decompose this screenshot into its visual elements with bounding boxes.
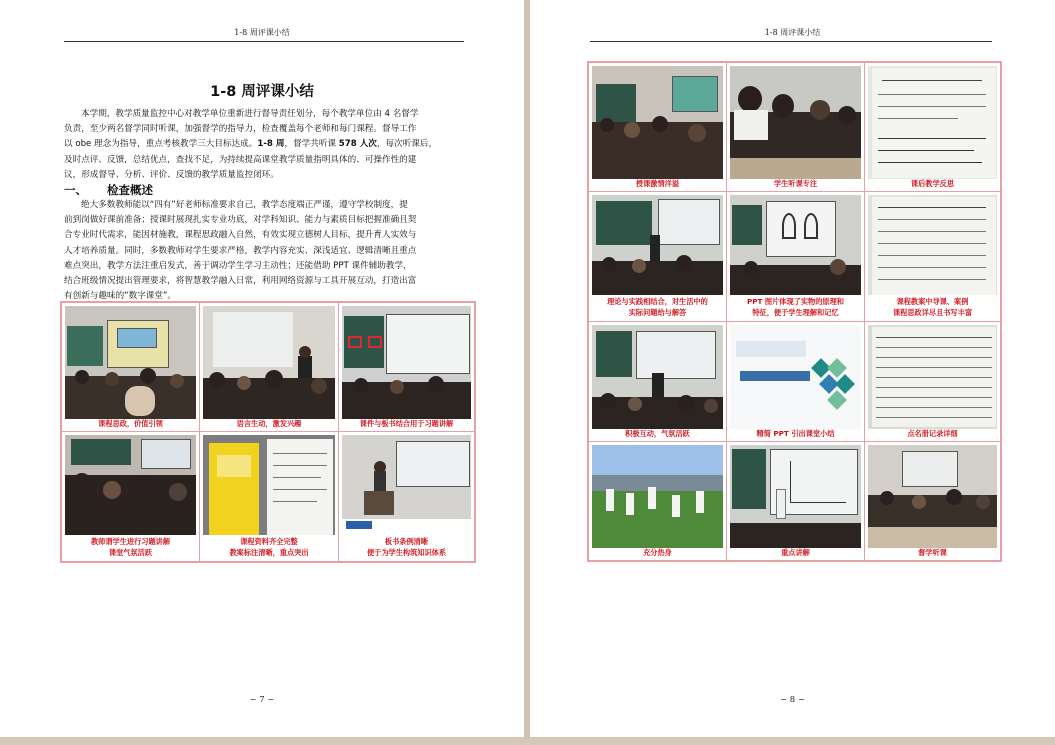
photo-caption: 课程教案中导课、案例 课程思政详尽且书写丰富 — [892, 297, 973, 317]
header-rule — [590, 41, 992, 42]
photo-caption: 学生听课专注 — [773, 179, 818, 188]
document-photo — [868, 325, 997, 429]
photo-cell — [588, 191, 727, 322]
classroom-photo — [730, 195, 861, 295]
classroom-photo — [342, 306, 471, 419]
photo-caption: 语言生动，激发兴趣 — [236, 419, 302, 428]
photo-cell — [726, 191, 865, 322]
classroom-photo — [65, 306, 196, 419]
page-number: ~ 8 ~ — [779, 695, 806, 705]
photo-cell — [338, 302, 475, 432]
photo-cell — [199, 302, 339, 432]
photo-cell — [61, 302, 200, 432]
classroom-photo — [203, 306, 335, 419]
desk-edge — [0, 737, 1055, 745]
document-photo — [868, 66, 997, 179]
classroom-photo — [592, 195, 723, 295]
section-heading: 一、 检查概述 — [64, 183, 153, 197]
photo-caption: 板书条例清晰 便于为学生构筑知识体系 — [366, 537, 447, 557]
classroom-photo — [730, 445, 861, 548]
photo-cell — [864, 191, 1001, 322]
photo-grid-left — [60, 301, 476, 563]
photo-cell — [588, 321, 727, 442]
photo-cell — [726, 321, 865, 442]
photo-caption: 课件与板书结合用于习题讲解 — [359, 419, 454, 428]
photo-caption: 精简 PPT 引出课堂小结 — [756, 429, 835, 438]
classroom-photo — [592, 66, 723, 179]
photo-cell — [338, 431, 475, 562]
running-header: 1-8 周评课小结 — [764, 28, 821, 37]
photo-cell — [864, 62, 1001, 192]
photo-cell — [588, 62, 727, 192]
document-photo — [203, 435, 335, 535]
outdoor-photo — [592, 445, 723, 548]
photo-cell — [726, 441, 865, 561]
photo-caption: 重点讲解 — [781, 548, 810, 557]
photo-cell — [199, 431, 339, 562]
photo-grid-right — [587, 61, 1002, 562]
photo-caption: 充分热身 — [643, 548, 672, 557]
page-number: ~ 7 ~ — [249, 695, 275, 705]
photo-caption: 课后教学反思 — [910, 179, 955, 188]
right-page — [530, 0, 1055, 745]
classroom-photo — [342, 435, 471, 535]
classroom-photo — [592, 325, 723, 429]
photo-cell — [864, 441, 1001, 561]
photo-cell — [588, 441, 727, 561]
photo-cell — [61, 431, 200, 562]
photo-caption: 课程思政，价值引领 — [98, 419, 163, 428]
photo-caption: 教师谓学生进行习题讲解 课堂气氛活跃 — [90, 537, 171, 557]
photo-caption: 督学听课 — [918, 548, 947, 557]
slide-photo — [730, 325, 861, 429]
document-photo — [868, 195, 997, 295]
running-header: 1-8 周评课小结 — [234, 28, 290, 37]
classroom-photo — [65, 435, 196, 535]
photo-caption: 积极互动，气氛活跃 — [625, 429, 690, 438]
overview-paragraph: 绝大多数教师能以“四有”好老师标准要求自己，教学态度端正严谨，遵守学校制度，提 前到岗做好课前准备；授课时展现扎实专业功底，对学科知识、能力与素质目标把握准确且契 合专业时代需求，能因材施教，课程思政融入自然，有效实现立德树人目标，提升育人实效与 人才培养质量。同时，多数教师对学生要求严格，教学内容充实、深浅适宜、逻辑清晰且重点 难点突出，教学方法注重启发式，善于调动学生学习主动性；还能借助 PPT 课件辅助教学， 结合班级情况提出管理要求，将智慧教学融入日常，利用网络资源与工具开展互动，打造出富 有创新与趣味的“数字课堂”。 — [64, 200, 417, 302]
photo-caption: 课程资料齐全完整 教案标注清晰，重点突出 — [229, 537, 309, 557]
left-page — [0, 0, 524, 745]
photo-caption: 授课激情洋溢 — [635, 179, 680, 188]
photo-caption: 点名册记录详细 — [907, 429, 958, 438]
classroom-photo — [730, 66, 861, 179]
photo-cell — [726, 62, 865, 192]
header-rule — [64, 41, 464, 42]
photo-caption: PPT 图片体现了实物的原理和 特征，便于学生理解和记忆 — [746, 297, 844, 317]
document-title: 1-8 周评课小结 — [210, 84, 314, 100]
photo-cell — [864, 321, 1001, 442]
photo-caption: 理论与实践相结合，对生活中的 实际问题给与解答 — [607, 297, 708, 317]
intro-paragraph: 本学期，教学质量监控中心对教学单位重新进行督导责任划分，每个教学单位由 4 名督学 负责，至少两名督学同时听课，加强督学的指导力，检查覆盖每个老师和每门课程。督导工作 以 obe 理念为指导，重点考核教学三大目标达成。1-8 周，督学共听课 578 人次，每次听课后， 及时点评、反馈，总结优点，查找不足，为持续提高课堂教学质量指明具体的、可操作性的建 议，形成督导、分析、评价、反馈的教学质量监控闭环。 — [64, 109, 438, 180]
classroom-photo — [868, 445, 997, 548]
